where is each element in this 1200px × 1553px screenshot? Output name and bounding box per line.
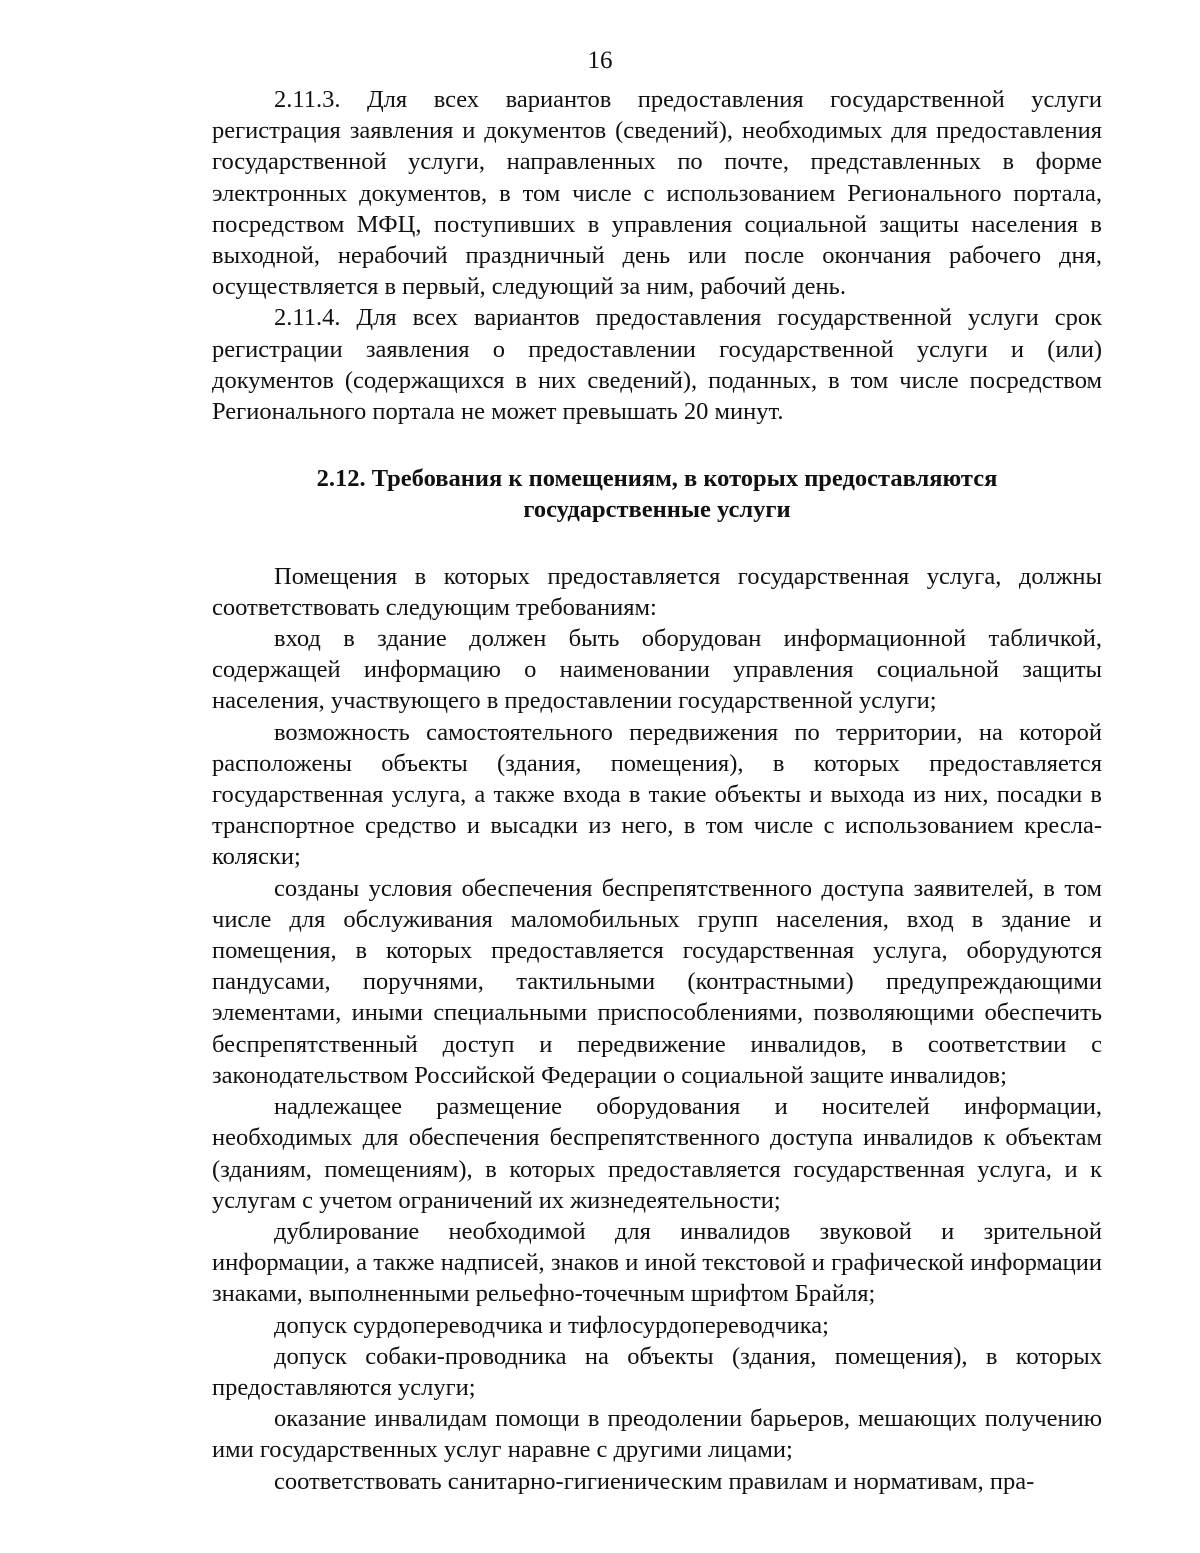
paragraph-requirement-equipment-placement: надлежащее размещение оборудования и носителей информации, необходимых для обеспечения беспрепятственного доступа инвалидов к объектам (зданиям, помещениям), в которых предоставляется государственная услуга, и к услугам с учетом ограничений их жизнедеятельности; xyxy=(212,1093,1102,1214)
paragraph-requirement-independent-movement: возможность самостоятельного передвижения по территории, на которой расположены объекты (здания, помещения), в которых предоставляется государственная услуга, а также входа в такие объекты и выхода из них, посадки в транспортное средство и высадки из него, в том числе с использованием кресла-коляски; xyxy=(212,718,1102,871)
paragraph-requirement-info-sign: вход в здание должен быть оборудован информационной табличкой, содержащей информацию о наименовании управления социальной защиты населения, участвующего в предоставлении государственной услуги; xyxy=(212,625,1102,715)
page-number: 16 xyxy=(587,47,613,74)
paragraph-requirements-intro: Помещения в которых предоставляется государственная услуга, должны соответствовать следующим требованиям: xyxy=(212,562,1102,621)
section-heading-2-12 xyxy=(212,463,1102,525)
paragraph-requirement-assistance: оказание инвалидам помощи в преодолении барьеров, мешающих получению ими государственных услуг наравне с другими лицами; xyxy=(212,1405,1102,1464)
paragraph-2-11-4: 2.11.4. Для всех вариантов предоставления государственной услуги срок регистрации заявления о предоставлении государственной услуги и (или) документов (содержащихся в них сведений), поданных, в том числе посредством Регионального портала не может превышать 20 минут. xyxy=(212,304,1102,426)
section-spacer xyxy=(212,526,1102,561)
paragraph-requirement-braille-duplication: дублирование необходимой для инвалидов звуковой и зрительной информации, а также надписей, знаков и иной текстовой и графической информации знаками, выполненными рельефно-точечным шрифтом Брайля; xyxy=(212,1217,1102,1308)
paragraph-requirement-guide-dog: допуск собаки-проводника на объекты (здания, помещения), в которых предоставляются услуги; xyxy=(212,1342,1102,1401)
paragraph-2-11-3: 2.11.3. Для всех вариантов предоставления государственной услуги регистрация заявления и документов (сведений), необходимых для предоставления государственной услуги, направленных по почте, представленных в форме электронных документов, в том числе с использованием Регионального портала, посредством МФЦ, поступивших в управления социальной защиты населения в выходной, нерабочий праздничный день или после окончания рабочего дня, осуществляется в первый, следующий за ним, рабочий день. xyxy=(212,86,1102,301)
paragraph-requirement-sanitary: соответствовать санитарно-гигиеническим правилам и нормативам, пра- xyxy=(274,1467,1035,1495)
section-heading-line-1: 2.12. Требования к помещениям, в которых предоставляются xyxy=(316,465,998,493)
document-body xyxy=(212,84,1102,1497)
paragraph-requirement-unobstructed-access: созданы условия обеспечения беспрепятственного доступа заявителей, в том числе для обслуживания маломобильных групп населения, вход в здание и помещения, в которых предоставляется государственная услуга, оборудуются пандусами, поручнями, тактильными (контрастными) предупреждающими элементами, иными специальными приспособлениями, позволяющими обеспечить беспрепятственный доступ и передвижение инвалидов, в соответствии с законодательством Российской Федерации о социальной защите инвалидов; xyxy=(212,874,1102,1089)
paragraph-requirement-sign-interpreter: допуск сурдопереводчика и тифлосурдопереводчика; xyxy=(274,1311,829,1339)
section-heading-line-2: государственные услуги xyxy=(523,496,791,524)
